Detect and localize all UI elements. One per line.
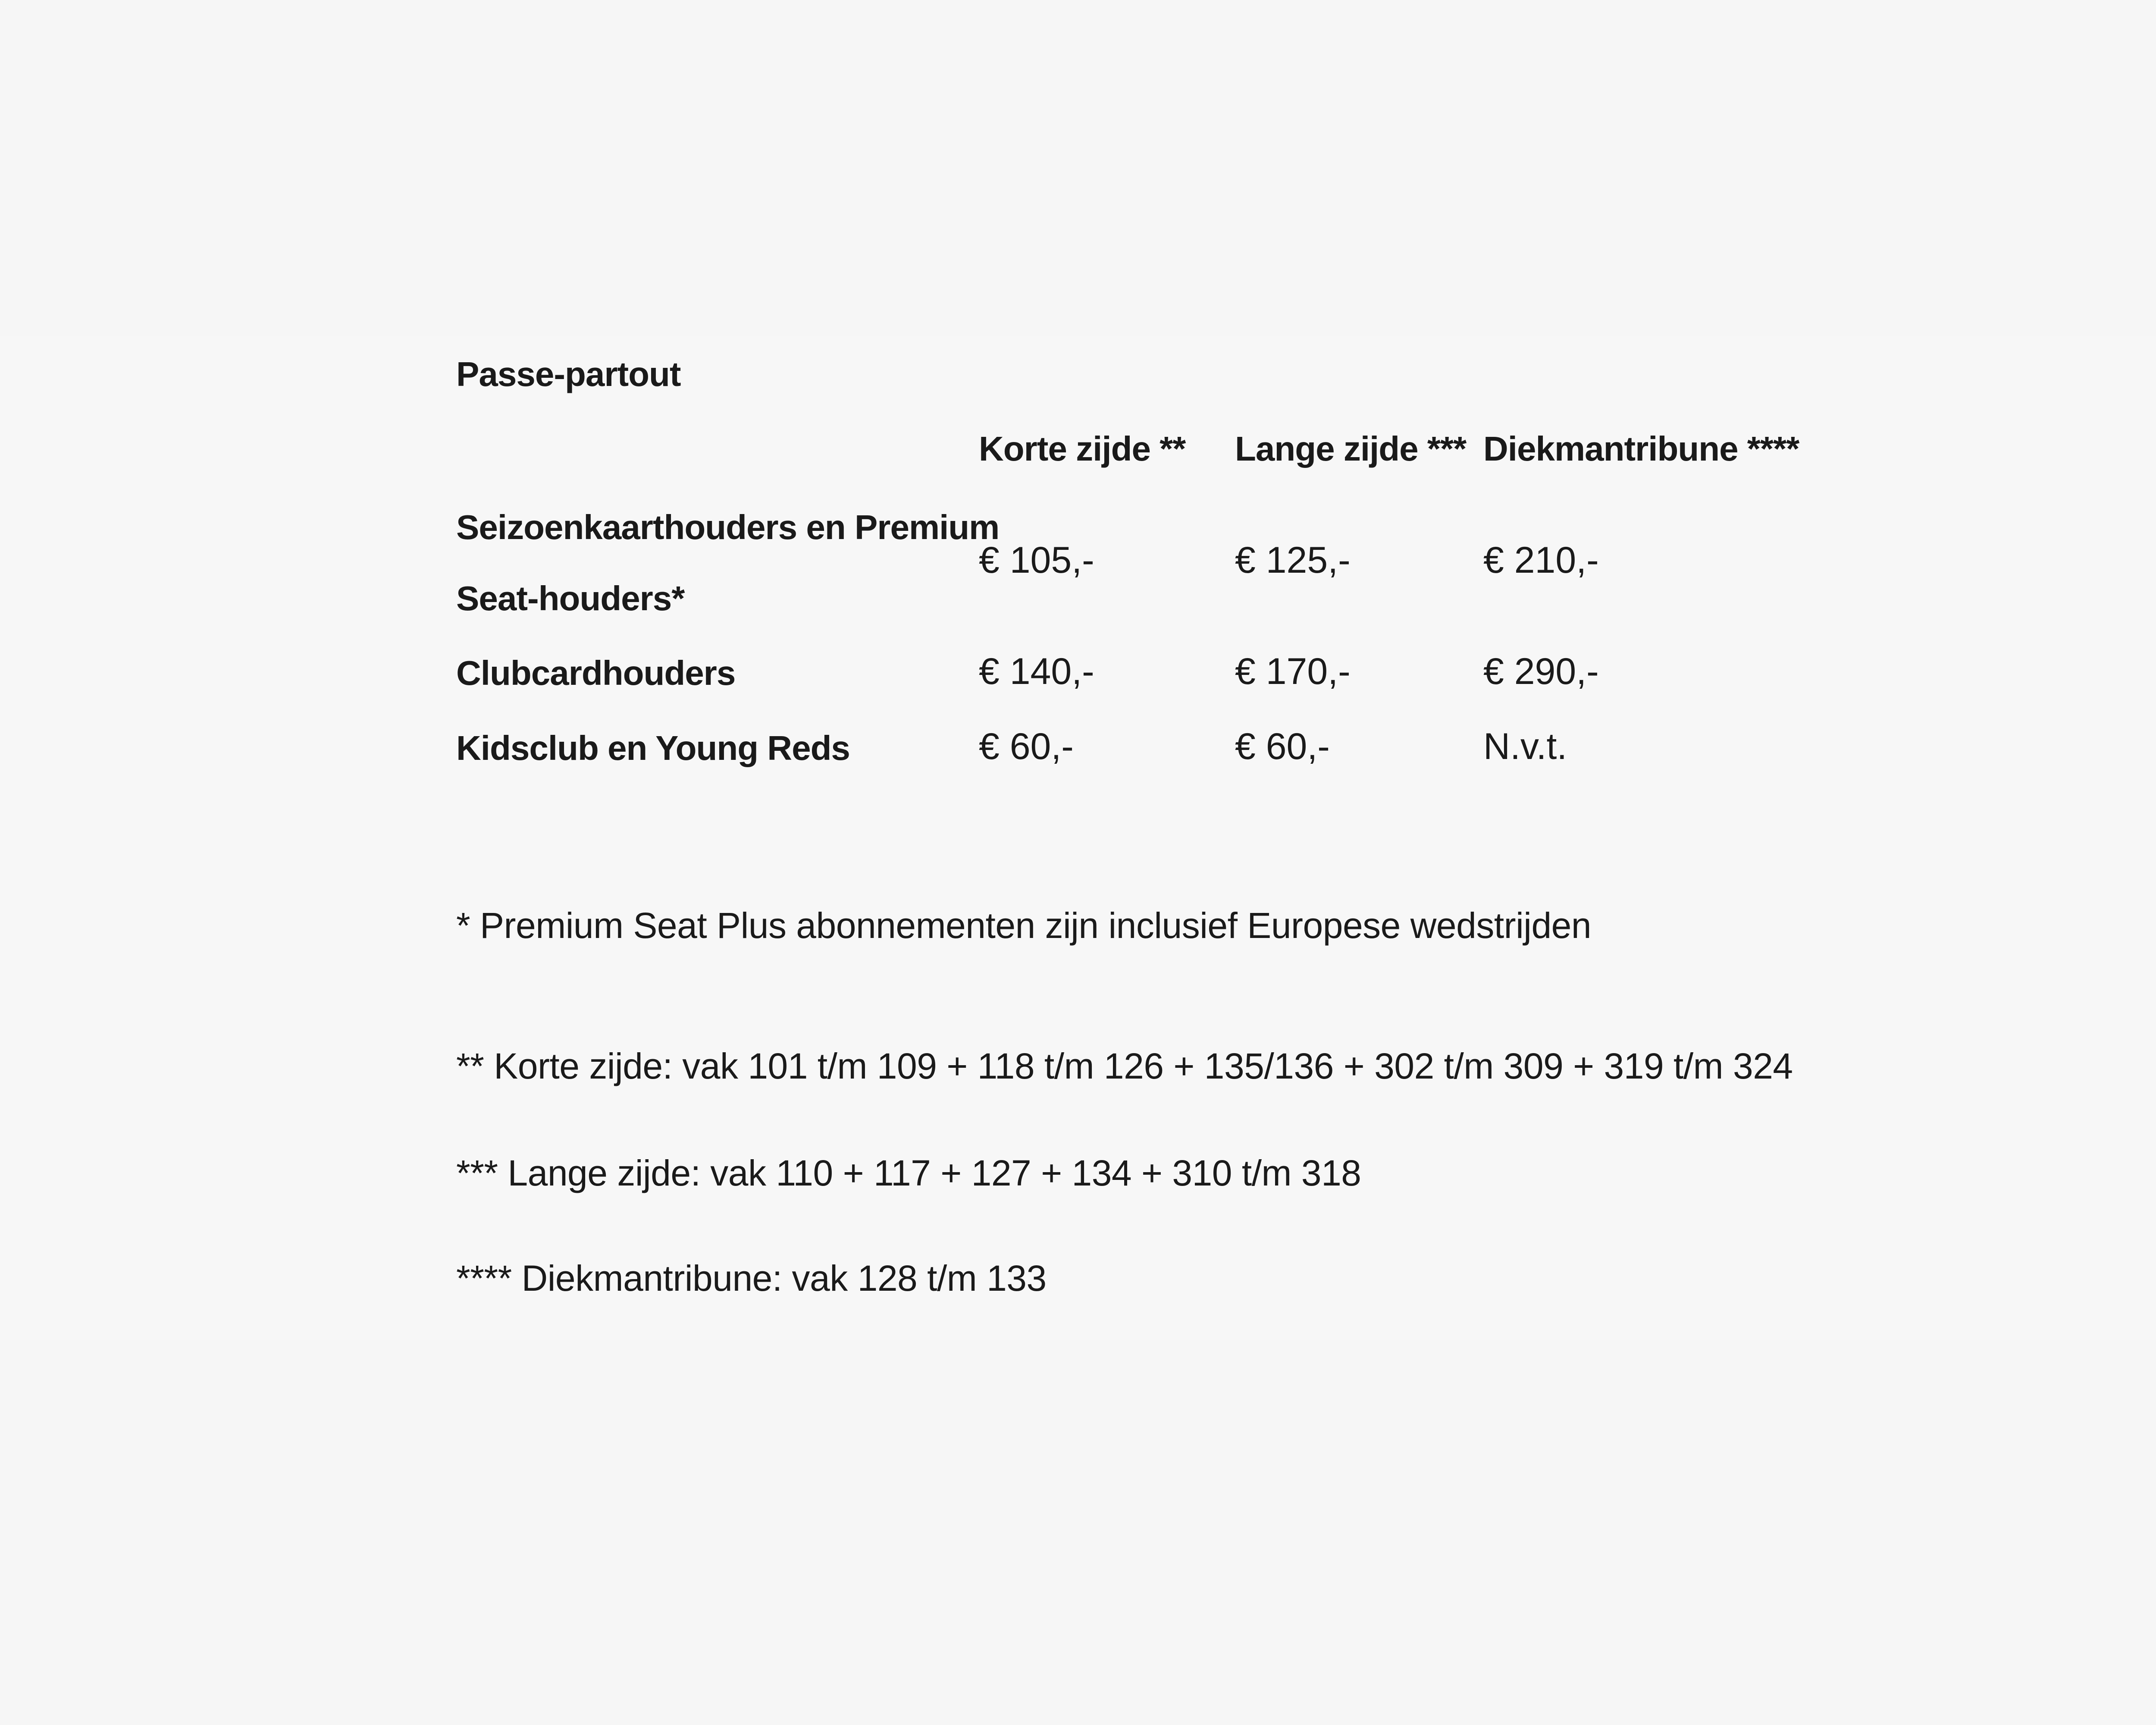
footnote: ** Korte zijde: vak 101 t/m 109 + 118 t/m 126 + 135/136 + 302 t/m 309 + 319 t/m 324 (456, 1046, 1793, 1086)
column-header-korte-zijde: Korte zijde ** (979, 430, 1186, 468)
price-cell: € 60,- (1235, 726, 1330, 767)
row-label-kidsclub (456, 712, 850, 784)
row-label-line: Seizoenkaarthouders en Premium (456, 508, 1000, 546)
footnote: *** Lange zijde: vak 110 + 117 + 127 + 134 + 310 t/m 318 (456, 1153, 1361, 1193)
price-cell: N.v.t. (1483, 726, 1567, 767)
row-label-line: Kidsclub en Young Reds (456, 729, 850, 767)
row-label-clubcardhouders (456, 637, 735, 709)
footnote: * Premium Seat Plus abonnementen zijn inclusief Europese wedstrijden (456, 905, 1592, 946)
row-label-line: Clubcardhouders (456, 654, 736, 692)
row-label-line: Seat-houders* (456, 579, 685, 618)
table-title: Passe-partout (456, 355, 681, 393)
footnote: **** Diekmantribune: vak 128 t/m 133 (456, 1258, 1047, 1298)
row-label-seizoenkaarthouders (456, 492, 999, 634)
price-cell: € 170,- (1235, 651, 1351, 692)
price-cell: € 290,- (1483, 651, 1599, 692)
column-header-lange-zijde: Lange zijde *** (1235, 430, 1467, 468)
price-cell: € 125,- (1235, 539, 1351, 581)
column-header-diekmantribune: Diekmantribune **** (1483, 430, 1799, 468)
price-cell: € 60,- (979, 726, 1074, 767)
price-cell: € 210,- (1483, 539, 1599, 581)
price-cell: € 105,- (979, 539, 1094, 581)
price-cell: € 140,- (979, 651, 1094, 692)
